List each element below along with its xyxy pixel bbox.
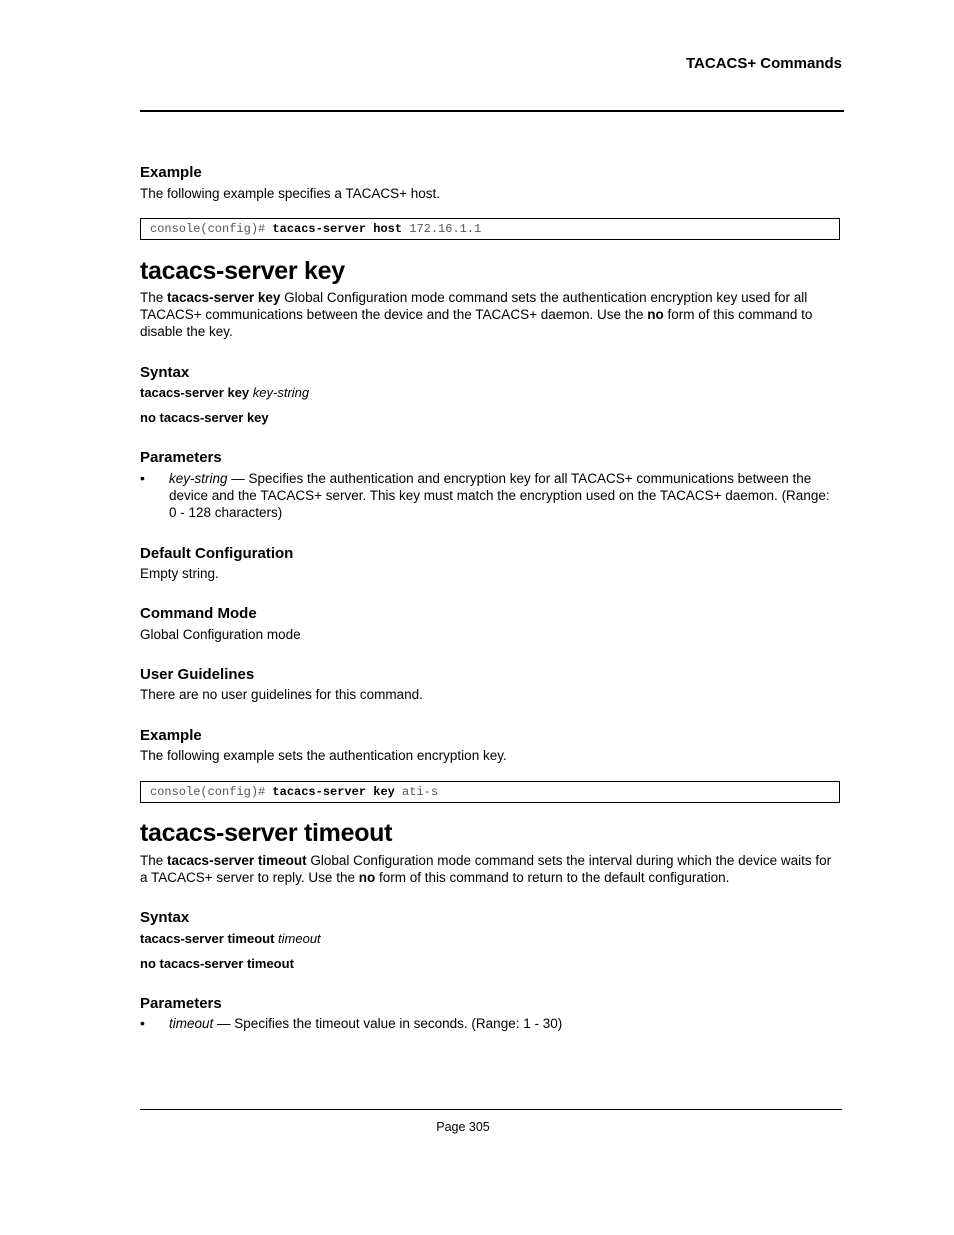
key-syntax-no: no tacacs-server key <box>140 410 269 425</box>
code-argument: ati-s <box>402 785 439 799</box>
key-syntax-heading: Syntax <box>140 364 190 381</box>
key-description: The tacacs-server key Global Configuration mode command sets the authentication encryption key used for all TACACS+ communications between the device and the TACACS+ daemon. Use the no form of this command to disable the key. <box>140 290 813 339</box>
key-syntax-line: tacacs-server key key-string <box>140 385 310 400</box>
example-heading: Example <box>140 164 202 181</box>
timeout-description: The tacacs-server timeout Global Configuration mode command sets the interval during which the device waits for a TACACS+ server to reply. Use the no form of this command to return to the default configuration. <box>140 853 832 885</box>
bullet-icon: • <box>140 470 145 486</box>
timeout-param-item: • timeout — Specifies the timeout value in seconds. (Range: 1 - 30) <box>140 1015 563 1031</box>
key-example-text: The following example sets the authentication encryption key. <box>140 748 507 763</box>
code-prompt: console(config)# <box>150 785 266 799</box>
key-guidelines-text: There are no user guidelines for this command. <box>140 687 423 702</box>
key-param-item: • key-string — Specifies the authentication and encryption key for all TACACS+ communications between the device and the TACACS+ server. This key must match the encryption used on the TACACS+ daemon. (Range: 0 - 128 characters) <box>140 470 830 520</box>
code-command: tacacs-server key <box>272 785 395 799</box>
footer-rule <box>140 1109 842 1110</box>
page-number: Page 305 <box>436 1120 490 1134</box>
section-title-timeout: tacacs-server timeout <box>140 819 393 847</box>
timeout-params-heading: Parameters <box>140 995 222 1012</box>
key-guidelines-heading: User Guidelines <box>140 666 255 683</box>
key-example-heading: Example <box>140 727 202 744</box>
timeout-syntax-line: tacacs-server timeout timeout <box>140 931 321 946</box>
key-params-heading: Parameters <box>140 449 222 466</box>
code-command: tacacs-server host <box>272 222 403 236</box>
example-text: The following example specifies a TACACS+ host. <box>140 186 441 201</box>
timeout-syntax-no: no tacacs-server timeout <box>140 956 294 971</box>
key-mode-text: Global Configuration mode <box>140 627 301 642</box>
key-mode-heading: Command Mode <box>140 605 257 622</box>
running-header: TACACS+ Commands <box>686 55 842 72</box>
bullet-icon: • <box>140 1015 145 1031</box>
section-title-key: tacacs-server key <box>140 257 345 285</box>
header-rule <box>140 110 844 112</box>
code-example-host <box>140 218 840 240</box>
key-default-heading: Default Configuration <box>140 545 294 562</box>
timeout-syntax-heading: Syntax <box>140 909 190 926</box>
code-argument: 172.16.1.1 <box>409 222 482 236</box>
key-default-text: Empty string. <box>140 566 219 581</box>
code-example-key <box>140 781 840 803</box>
code-prompt: console(config)# <box>150 222 266 236</box>
